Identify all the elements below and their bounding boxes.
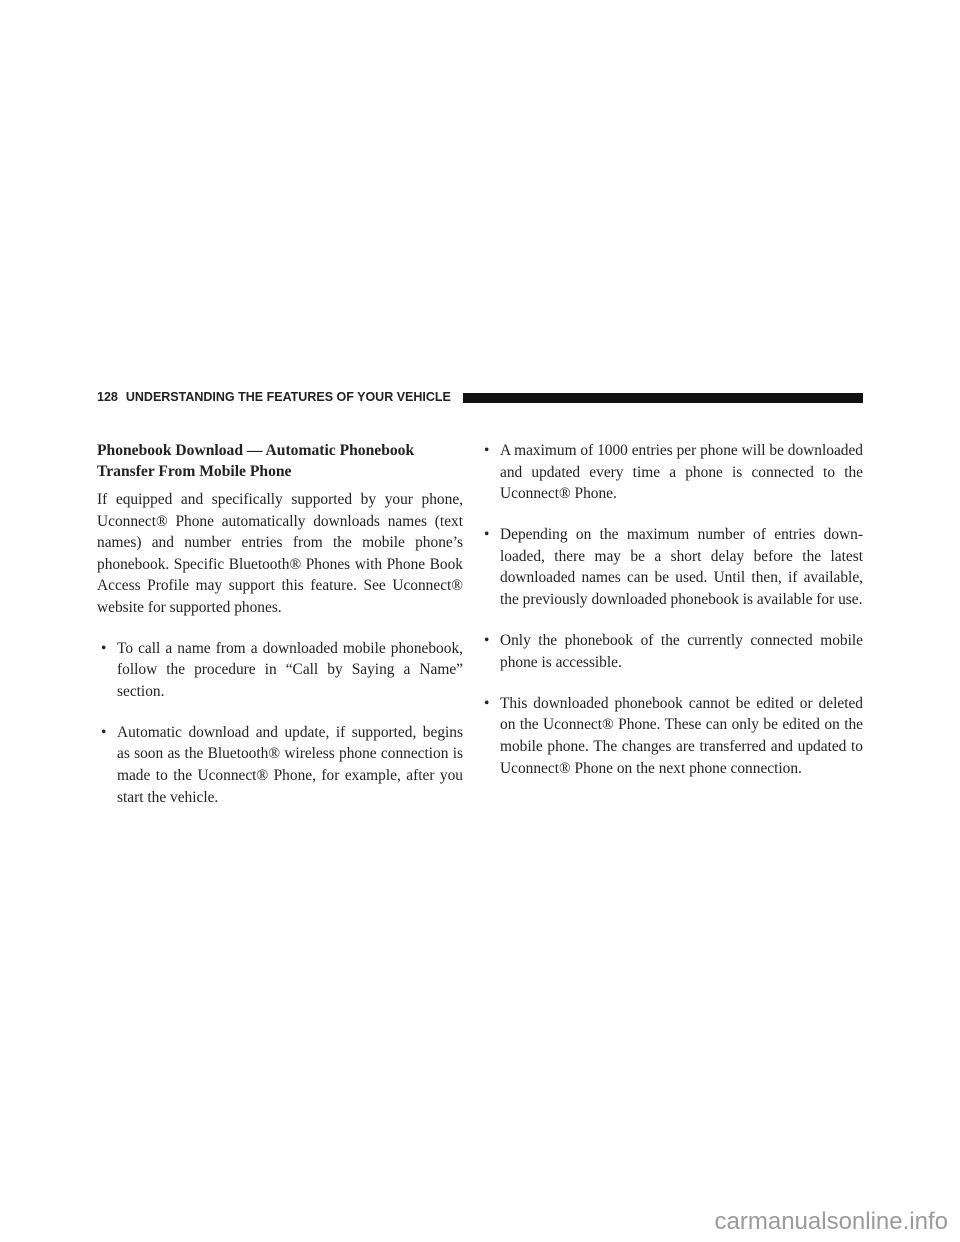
list-item-text: To call a name from a downloaded mobile phonebook, follow the procedure in “Call by Saying a Name” section. bbox=[117, 639, 463, 700]
list-item-text: Automatic download and update, if supported, begins as soon as the Bluetooth® wireless phone connection is made to the Uconnect® Phone, for example, after you start the vehicle. bbox=[117, 723, 463, 806]
bullet-icon: • bbox=[484, 526, 490, 544]
list-item-text: This downloaded phonebook cannot be edited or deleted on the Uconnect® Phone. These can only be edited on the mobile phone. The changes are transferred and updated to Uconnect® Phone on the next phone connection. bbox=[500, 694, 863, 777]
bullet-icon: • bbox=[484, 442, 490, 459]
bullet-icon: • bbox=[101, 639, 107, 657]
page-number: 128 bbox=[97, 390, 118, 404]
watermark: carmanualsonline.info bbox=[714, 1208, 948, 1235]
section-title: UNDERSTANDING THE FEATURES OF YOUR VEHICLE bbox=[125, 390, 451, 404]
right-column bbox=[480, 440, 863, 799]
list-item-text: A maximum of 1000 entries per phone will be downloaded and updated every time a phone is connected to the Uconnect® Phone. bbox=[500, 442, 863, 503]
intro-paragraph: If equipped and specifically supported by your phone, Uconnect® Phone automatically downloads names (text names) and number entries from the mobile phone’s phonebook. Specific Bluetooth® Phones with Phone Book Access Profile may support this feature. See Uconnect® website for supported phones. bbox=[97, 491, 463, 616]
left-bullet-list bbox=[97, 638, 463, 809]
bullet-icon: • bbox=[484, 632, 490, 650]
list-item bbox=[480, 440, 863, 505]
list-item-text: Depending on the maximum number of entries downloaded, there may be a short delay before the latest downloaded names can be used. Until then, if available, the previously downloaded phonebook is available for use. bbox=[500, 526, 863, 609]
list-item bbox=[480, 693, 863, 779]
right-bullet-list bbox=[480, 440, 863, 779]
page-header bbox=[97, 390, 451, 404]
list-item-text: Only the phonebook of the currently connected mobile phone is accessible. bbox=[500, 632, 863, 671]
list-item bbox=[480, 524, 863, 610]
section-heading: Phonebook Download — Automatic Phonebook Transfer From Mobile Phone bbox=[97, 442, 415, 480]
list-item bbox=[97, 638, 463, 703]
bullet-icon: • bbox=[101, 723, 107, 741]
left-column bbox=[97, 440, 463, 828]
list-item bbox=[480, 630, 863, 673]
bullet-icon: • bbox=[484, 694, 490, 712]
list-item bbox=[97, 722, 463, 808]
header-rule bbox=[463, 393, 863, 403]
